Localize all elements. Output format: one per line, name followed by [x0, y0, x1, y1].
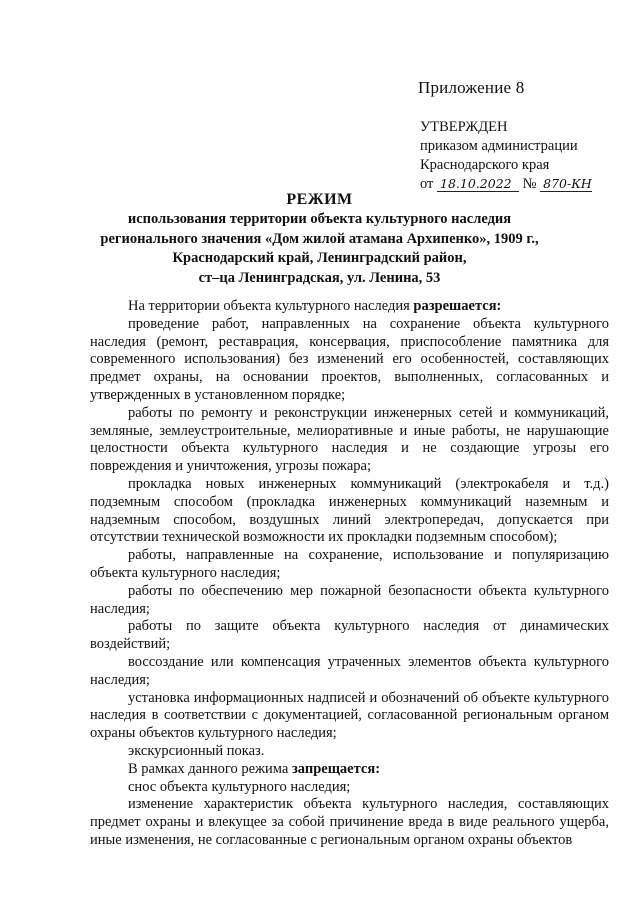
approval-block	[420, 118, 592, 194]
subtitle-line: ст–ца Ленинградская, ул. Ленина, 53	[198, 269, 441, 286]
allowed-item: экскурсионный показ.	[128, 742, 265, 759]
allowed-item: проведение работ, направленных на сохранение объекта культурного наследия (ремонт, реставрация, консервация, приспособление памятника для современного использования) без изменений его особенностей, составляющих предмет охраны, на основании проектов, выполненных, согласованных и утвержденных в установленном порядке;	[90, 315, 609, 403]
document-subtitle	[60, 210, 579, 288]
order-date-handwritten: 18.10.2022	[437, 177, 519, 192]
subtitle-line: использования территории объекта культурного наследия	[127, 211, 512, 227]
prohibited-item: снос объекта культурного наследия;	[128, 778, 351, 795]
document-body	[90, 298, 609, 850]
approved-label: УТВЕРЖДЕН	[420, 119, 508, 135]
allowed-intro: На территории объекта культурного наследия	[128, 298, 410, 314]
order-number-handwritten: 870-КН	[540, 177, 592, 192]
order-line-1: приказом администрации	[420, 138, 578, 154]
order-prefix: от	[420, 176, 434, 192]
allowed-heading	[90, 298, 609, 316]
document-title: РЕЖИМ	[286, 191, 353, 208]
prohibited-keyword: запрещается:	[291, 760, 381, 777]
allowed-item: прокладка новых инженерных коммуникаций (электрокабеля и т.д.) подземным способом (прокладка инженерных коммуникаций наземным и надземным способом, воздушных линий электропередач, допускается при отсутствии технической возможности их прокладки подземным способом);	[90, 475, 609, 546]
allowed-item: воссоздание или компенсация утраченных элементов объекта культурного наследия;	[90, 653, 609, 688]
allowed-item: работы по обеспечению мер пожарной безопасности объекта культурного наследия;	[90, 582, 609, 617]
subtitle-line: регионального значения «Дом жилой атамана Архипенко», 1909 г.,	[100, 230, 539, 247]
appendix-label: Приложение 8	[418, 78, 525, 97]
allowed-item: работы по ремонту и реконструкции инженерных сетей и коммуникаций, земляные, землеустроительные, мелиоративные и иные работы, не нарушающие целостности объекта культурного наследия и не создающие угрозы его повреждения и уничтожения, угрозы пожара;	[90, 404, 609, 475]
subtitle-line: Краснодарский край, Ленинградский район,	[172, 250, 467, 266]
prohibited-item: изменение характеристик объекта культурного наследия, составляющих предмет охраны и влекущее за собой причинение вреда в виде реального ущерба, иные изменения, не согласованные с региональным органом охраны объектов	[90, 796, 609, 848]
allowed-item: установка информационных надписей и обозначений об объекте культурного наследия в соответствии с документацией, согласованной региональным органом охраны объектов культурного наследия;	[90, 689, 609, 742]
order-number-sign: №	[522, 176, 537, 192]
order-line-2: Краснодарского края	[420, 157, 550, 173]
allowed-keyword: разрешается:	[413, 298, 502, 314]
prohibited-heading	[90, 761, 609, 779]
allowed-item: работы, направленные на сохранение, использование и популяризацию объекта культурного наследия;	[90, 547, 609, 581]
prohibited-intro: В рамках данного режима	[128, 760, 289, 777]
allowed-item: работы по защите объекта культурного наследия от динамических воздействий;	[90, 618, 609, 653]
